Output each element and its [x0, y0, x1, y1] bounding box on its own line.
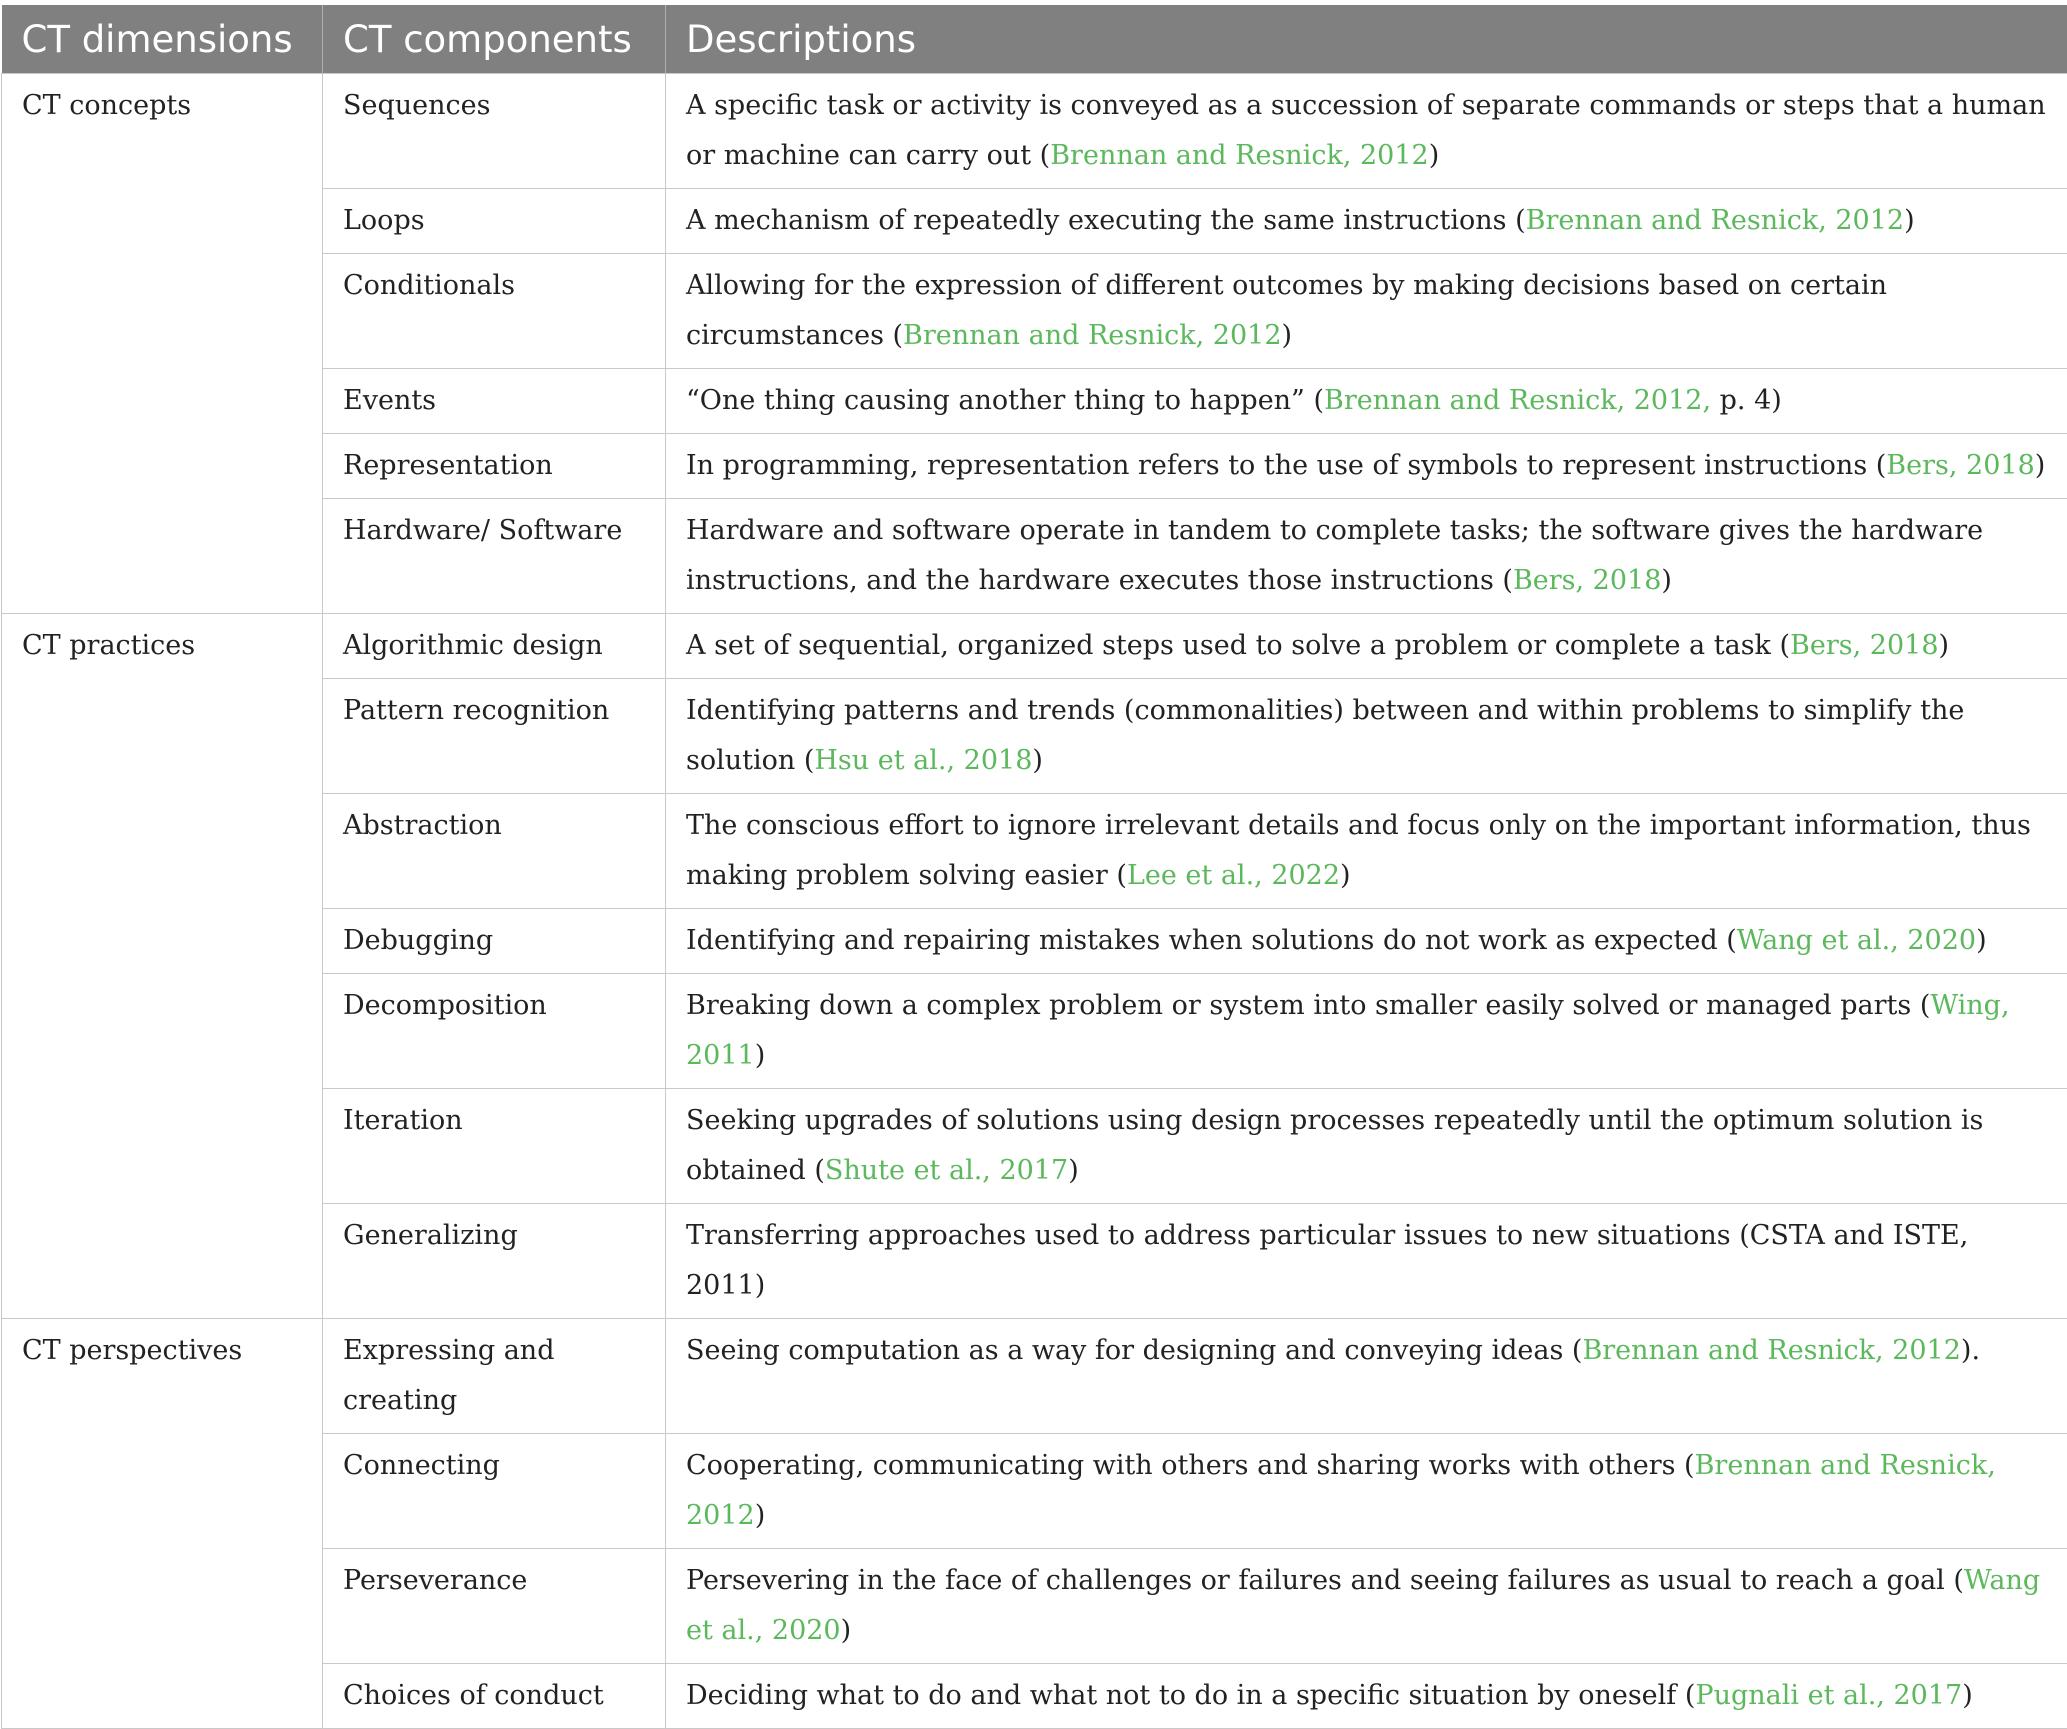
dimension-cell: CT perspectives: [2, 1319, 323, 1729]
description-cell: [666, 254, 2067, 369]
description-cell: [666, 1319, 2067, 1434]
description-cell: [666, 434, 2067, 499]
header-row: [2, 5, 2067, 74]
description-text: “One thing causing another thing to happen” (: [686, 385, 1324, 416]
description-text: Allowing for the expression of different outcomes by making decisions based on certain circumstances (: [686, 270, 1887, 351]
description-suffix: p. 4): [1711, 385, 1782, 416]
description-cell: [666, 1664, 2067, 1729]
component-cell: Expressing and creating: [323, 1319, 666, 1434]
component-cell: Iteration: [323, 1089, 666, 1204]
table-row: [2, 1319, 2067, 1434]
header-components: CT components: [323, 5, 666, 74]
citation-link[interactable]: Lee et al., 2022: [1127, 860, 1340, 891]
table-row: [2, 74, 2067, 189]
citation-link[interactable]: Shute et al., 2017: [825, 1155, 1068, 1186]
description-cell: [666, 74, 2067, 189]
component-cell: Pattern recognition: [323, 679, 666, 794]
component-cell: Choices of conduct: [323, 1664, 666, 1729]
component-cell: Representation: [323, 434, 666, 499]
citation-link[interactable]: Brennan and Resnick, 2012: [1526, 205, 1904, 236]
component-cell: Abstraction: [323, 794, 666, 909]
description-suffix: ): [1429, 140, 1440, 171]
component-cell: Connecting: [323, 1434, 666, 1549]
description-cell: [666, 189, 2067, 254]
description-suffix: ): [2035, 450, 2046, 481]
description-cell: [666, 1549, 2067, 1664]
component-cell: Decomposition: [323, 974, 666, 1089]
citation-link[interactable]: Wang et al., 2020: [1737, 925, 1976, 956]
citation-link[interactable]: Bers, 2018: [1513, 565, 1661, 596]
component-cell: Generalizing: [323, 1204, 666, 1319]
description-suffix: ): [1661, 565, 1672, 596]
table-body: [2, 74, 2067, 1729]
description-suffix: ): [1939, 630, 1950, 661]
description-text: Identifying and repairing mistakes when solutions do not work as expected (: [686, 925, 1737, 956]
citation-link[interactable]: Brennan and Resnick, 2012: [1582, 1335, 1960, 1366]
description-cell: [666, 499, 2067, 614]
description-text: A specific task or activity is conveyed as a succession of separate commands or steps that a human or machine can carry out (: [686, 90, 2046, 171]
description-text: Seeing computation as a way for designing and conveying ideas (: [686, 1335, 1582, 1366]
description-cell: [666, 679, 2067, 794]
citation-link[interactable]: Brennan and Resnick, 2012,: [1324, 385, 1711, 416]
description-suffix: ): [1962, 1680, 1973, 1711]
description-cell: [666, 794, 2067, 909]
description-cell: [666, 1089, 2067, 1204]
table-row: [2, 614, 2067, 679]
description-suffix: ): [1282, 320, 1293, 351]
citation-link[interactable]: Pugnali et al., 2017: [1695, 1680, 1962, 1711]
citation-link[interactable]: Wing, 2011: [686, 990, 2010, 1071]
citation-link[interactable]: Brennan and Resnick, 2012: [1050, 140, 1428, 171]
description-cell: [666, 369, 2067, 434]
component-cell: Hardware/ Software: [323, 499, 666, 614]
component-cell: Events: [323, 369, 666, 434]
description-text: Identifying patterns and trends (commonalities) between and within problems to simplify the solution (: [686, 695, 1964, 776]
description-text: Deciding what to do and what not to do in a specific situation by oneself (: [686, 1680, 1695, 1711]
component-cell: Debugging: [323, 909, 666, 974]
description-suffix: ).: [1961, 1335, 1980, 1366]
description-suffix: ): [1904, 205, 1915, 236]
description-text: In programming, representation refers to the use of symbols to represent instructions (: [686, 450, 1886, 481]
description-text: The conscious effort to ignore irrelevant details and focus only on the important information, thus making problem solving easier (: [686, 810, 2031, 891]
component-cell: Loops: [323, 189, 666, 254]
citation-link[interactable]: Bers, 2018: [1790, 630, 1938, 661]
description-suffix: ): [1032, 745, 1043, 776]
citation-link[interactable]: Hsu et al., 2018: [814, 745, 1032, 776]
dimension-cell: CT practices: [2, 614, 323, 1319]
dimension-cell: CT concepts: [2, 74, 323, 614]
citation-link[interactable]: Wang et al., 2020: [686, 1565, 2040, 1646]
citation-link[interactable]: Brennan and Resnick, 2012: [903, 320, 1281, 351]
description-suffix: ): [1976, 925, 1987, 956]
description-text: Seeking upgrades of solutions using design processes repeatedly until the optimum solution is obtained (: [686, 1105, 1983, 1186]
ct-framework-table: [1, 5, 2067, 1729]
description-cell: [666, 1434, 2067, 1549]
description-text: Breaking down a complex problem or system into smaller easily solved or managed parts (: [686, 990, 1930, 1021]
description-suffix: ): [841, 1615, 852, 1646]
citation-link[interactable]: Brennan and Resnick, 2012: [686, 1450, 1996, 1531]
description-suffix: ): [1340, 860, 1351, 891]
header-dimensions: CT dimensions: [2, 5, 323, 74]
description-cell: [666, 614, 2067, 679]
description-text: A set of sequential, organized steps used to solve a problem or complete a task (: [686, 630, 1790, 661]
description-text: Persevering in the face of challenges or failures and seeing failures as usual to reach a goal (: [686, 1565, 1964, 1596]
description-text: Cooperating, communicating with others and sharing works with others (: [686, 1450, 1695, 1481]
description-suffix: ): [1068, 1155, 1079, 1186]
component-cell: Perseverance: [323, 1549, 666, 1664]
description-text: Transferring approaches used to address particular issues to new situations (CSTA and ISTE, 2011): [686, 1220, 1968, 1301]
citation-link[interactable]: Bers, 2018: [1886, 450, 2034, 481]
description-cell: [666, 909, 2067, 974]
description-text: Hardware and software operate in tandem to complete tasks; the software gives the hardware instructions, and the hardware executes those instructions (: [686, 515, 1983, 596]
component-cell: Sequences: [323, 74, 666, 189]
component-cell: Algorithmic design: [323, 614, 666, 679]
description-suffix: ): [755, 1500, 766, 1531]
description-suffix: ): [755, 1040, 766, 1071]
header-descriptions: Descriptions: [666, 5, 2067, 74]
description-cell: [666, 974, 2067, 1089]
description-text: A mechanism of repeatedly executing the same instructions (: [686, 205, 1526, 236]
description-cell: [666, 1204, 2067, 1319]
component-cell: Conditionals: [323, 254, 666, 369]
